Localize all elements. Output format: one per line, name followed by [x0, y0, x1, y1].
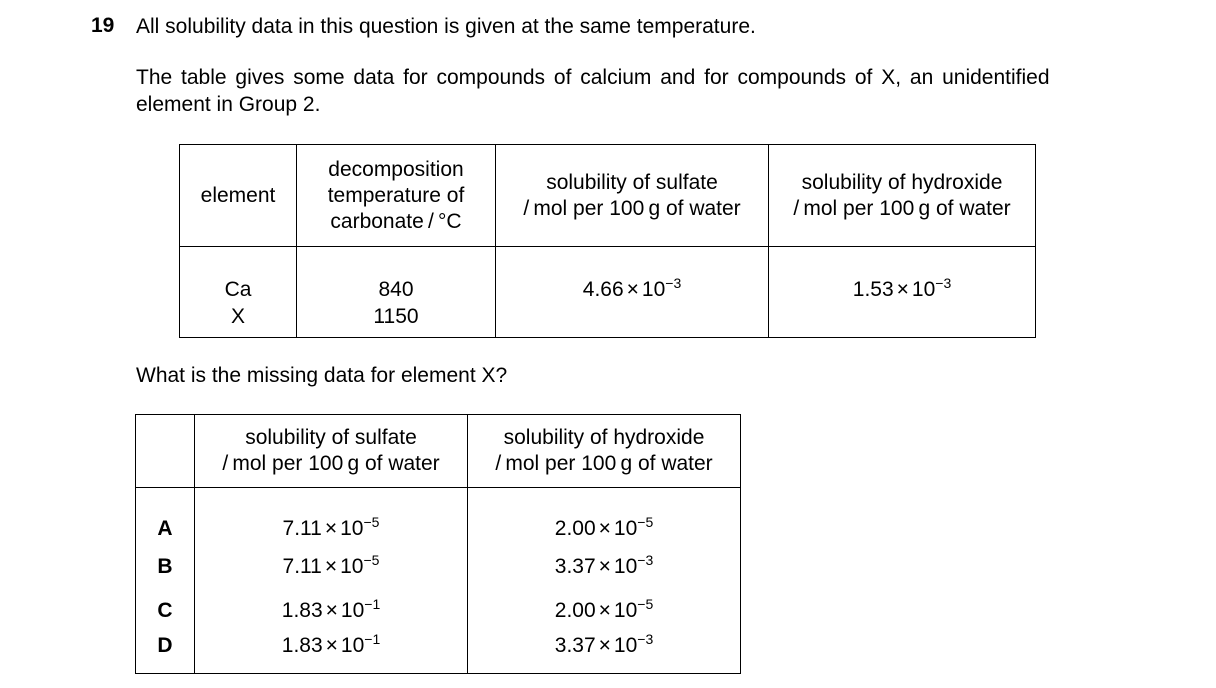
header-decomposition-line-2: temperature of [327, 183, 465, 207]
power-base: 10 [340, 555, 364, 578]
mantissa: 7.11 [282, 517, 322, 540]
option-sulfate [195, 545, 468, 589]
mantissa: 1.83 [281, 634, 323, 657]
power-base: 10 [613, 555, 638, 578]
exponent: −1 [364, 631, 381, 647]
option-letter: A [136, 488, 195, 546]
option-sulfate [195, 589, 468, 633]
header-decomposition [297, 145, 496, 247]
power-base: 10 [340, 517, 364, 540]
hydroxide-exponent: −3 [935, 275, 952, 291]
header-element [180, 145, 297, 247]
header-sulfate-line-1: solubility of sulfate [546, 170, 718, 194]
mantissa: 2.00 [554, 599, 596, 622]
sulfate-mantissa: 4.66 [582, 278, 624, 301]
times-sign: × [325, 599, 338, 622]
times-sign: × [598, 555, 611, 578]
exponent: −5 [637, 514, 654, 530]
header-hydroxide [769, 145, 1036, 247]
power-base: 10 [641, 278, 666, 301]
table-row [180, 247, 1036, 305]
option-letter: B [136, 545, 195, 589]
question-text-line-1: All solubility data in this question is given at the same temperature. [136, 15, 756, 38]
cell-hydroxide-empty [769, 304, 1036, 338]
question-prompt: What is the missing data for element X? [136, 364, 508, 387]
cell-element: X [180, 304, 297, 338]
header-hydroxide-line-1: solubility of hydroxide [801, 170, 1003, 194]
cell-sulfate-empty [496, 304, 769, 338]
option-hydroxide [468, 545, 741, 589]
power-base: 10 [613, 599, 638, 622]
header-decomposition-line-3: carbonate / °C [330, 209, 462, 233]
power-base: 10 [911, 278, 936, 301]
option-hydroxide [468, 488, 741, 546]
cell-decomposition: 840 [297, 247, 496, 305]
header-decomposition-line-1: decomposition [328, 157, 464, 181]
exponent: −5 [363, 514, 380, 530]
mantissa: 3.37 [554, 634, 596, 657]
option-hydroxide [468, 589, 741, 633]
header-sulfate-line-2: / mol per 100 g of water [523, 196, 741, 220]
power-base: 10 [613, 634, 638, 657]
mantissa: 2.00 [554, 517, 596, 540]
times-sign: × [896, 278, 909, 301]
mantissa: 1.83 [281, 599, 323, 622]
options-table [135, 414, 741, 674]
header-letter-empty [136, 415, 195, 488]
power-base: 10 [340, 599, 365, 622]
power-base: 10 [340, 634, 365, 657]
sulfate-exponent: −3 [665, 275, 682, 291]
times-sign: × [598, 634, 611, 657]
header-sulfate-line-2: / mol per 100 g of water [222, 452, 440, 475]
option-row-b [136, 545, 741, 589]
question-text-line-3: element in Group 2. [136, 93, 321, 116]
header-sulfate [195, 415, 468, 488]
header-hydroxide-line-2: / mol per 100 g of water [793, 196, 1011, 220]
data-table [179, 144, 1036, 338]
table-row [180, 304, 1036, 338]
option-letter: D [136, 633, 195, 674]
header-element-label: element [200, 183, 276, 207]
data-table-header-row [180, 145, 1036, 247]
times-sign: × [598, 517, 611, 540]
cell-sulfate [496, 247, 769, 305]
option-hydroxide [468, 633, 741, 674]
cell-hydroxide [769, 247, 1036, 305]
option-sulfate [195, 488, 468, 546]
header-hydroxide [468, 415, 741, 488]
header-sulfate-line-1: solubility of sulfate [245, 426, 417, 449]
cell-decomposition: 1150 [297, 304, 496, 338]
exponent: −5 [637, 596, 654, 612]
times-sign: × [324, 555, 338, 578]
exponent: −3 [637, 552, 654, 568]
header-hydroxide-line-2: / mol per 100 g of water [495, 452, 713, 475]
times-sign: × [598, 599, 611, 622]
question-text-line-2: The table gives some data for compounds of calcium and for compounds of X, an unidentified [136, 66, 1050, 89]
option-letter: C [136, 589, 195, 633]
times-sign: × [626, 278, 639, 301]
mantissa: 3.37 [554, 555, 596, 578]
hydroxide-mantissa: 1.53 [852, 278, 894, 301]
exponent: −5 [363, 552, 380, 568]
power-base: 10 [613, 517, 638, 540]
exponent: −1 [364, 596, 381, 612]
question-number: 19 [91, 14, 115, 37]
option-row-a [136, 488, 741, 546]
header-sulfate [496, 145, 769, 247]
mantissa: 7.11 [282, 555, 322, 578]
exponent: −3 [637, 631, 654, 647]
option-row-d [136, 633, 741, 674]
times-sign: × [325, 634, 338, 657]
cell-element: Ca [180, 247, 297, 305]
option-row-c [136, 589, 741, 633]
times-sign: × [324, 517, 338, 540]
header-hydroxide-line-1: solubility of hydroxide [503, 426, 705, 449]
options-header-row [136, 415, 741, 488]
option-sulfate [195, 633, 468, 674]
